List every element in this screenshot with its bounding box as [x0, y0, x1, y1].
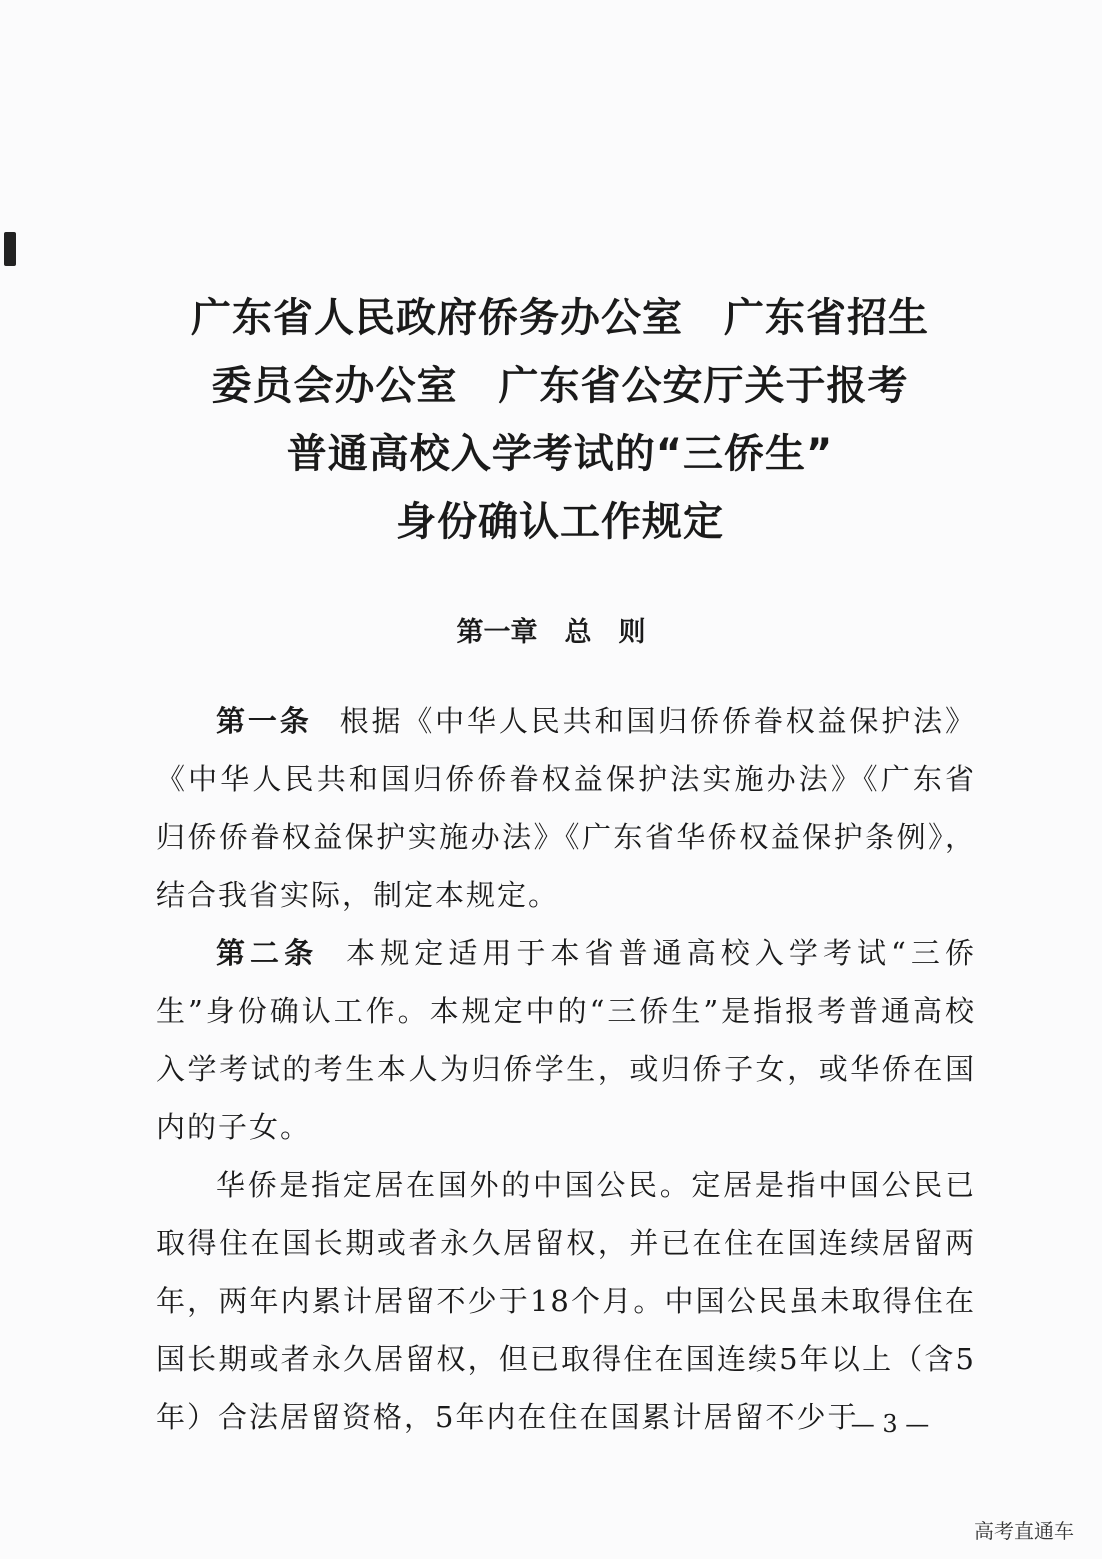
title-line: 广东省人民政府侨务办公室 广东省招生 [191, 295, 929, 341]
article-text: 根据《中华人民共和国归侨侨眷权益保护法》《中华人民共和国归侨侨眷权益保护法实施办法》《广东省归侨侨眷权益保护实施办法》《广东省华侨权益保护条例》，结合我省实际，制定本规定。 [156, 704, 976, 912]
body-text [156, 692, 976, 1446]
page-number: — 3 — [850, 1410, 930, 1438]
title-line: 委员会办公室 广东省公安厅关于报考 [211, 363, 909, 409]
chapter-heading: 第一章 总 则 [456, 617, 646, 648]
title-line: 身份确认工作规定 [396, 499, 724, 545]
article-label: 第二条 [216, 936, 319, 970]
title-line: 普通高校入学考试的“三侨生” [286, 431, 834, 477]
body-paragraph [156, 1156, 976, 1446]
watermark-text: 高考直通车 [974, 1519, 1074, 1543]
article-label: 第一条 [216, 704, 312, 738]
document-title [120, 284, 1000, 556]
article-text: 本规定适用于本省普通高校入学考试“三侨生”身份确认工作。本规定中的“三侨生”是指报考普通高校入学考试的考生本人为归侨学生，或归侨子女，或华侨在国内的子女。 [156, 936, 976, 1144]
scan-edge-mark [4, 232, 16, 266]
article-paragraph [156, 924, 976, 1156]
paragraph-text: 华侨是指定居在国外的中国公民。定居是指中国公民已取得住在国长期或者永久居留权，并已在住在国连续居留两年，两年内累计居留不少于18个月。中国公民虽未取得住在国长期或者永久居留权，但已取得住在国连续5年以上（含5年）合法居留资格，5年内在住在国累计居留不少于 [156, 1168, 976, 1434]
article-paragraph [156, 692, 976, 924]
